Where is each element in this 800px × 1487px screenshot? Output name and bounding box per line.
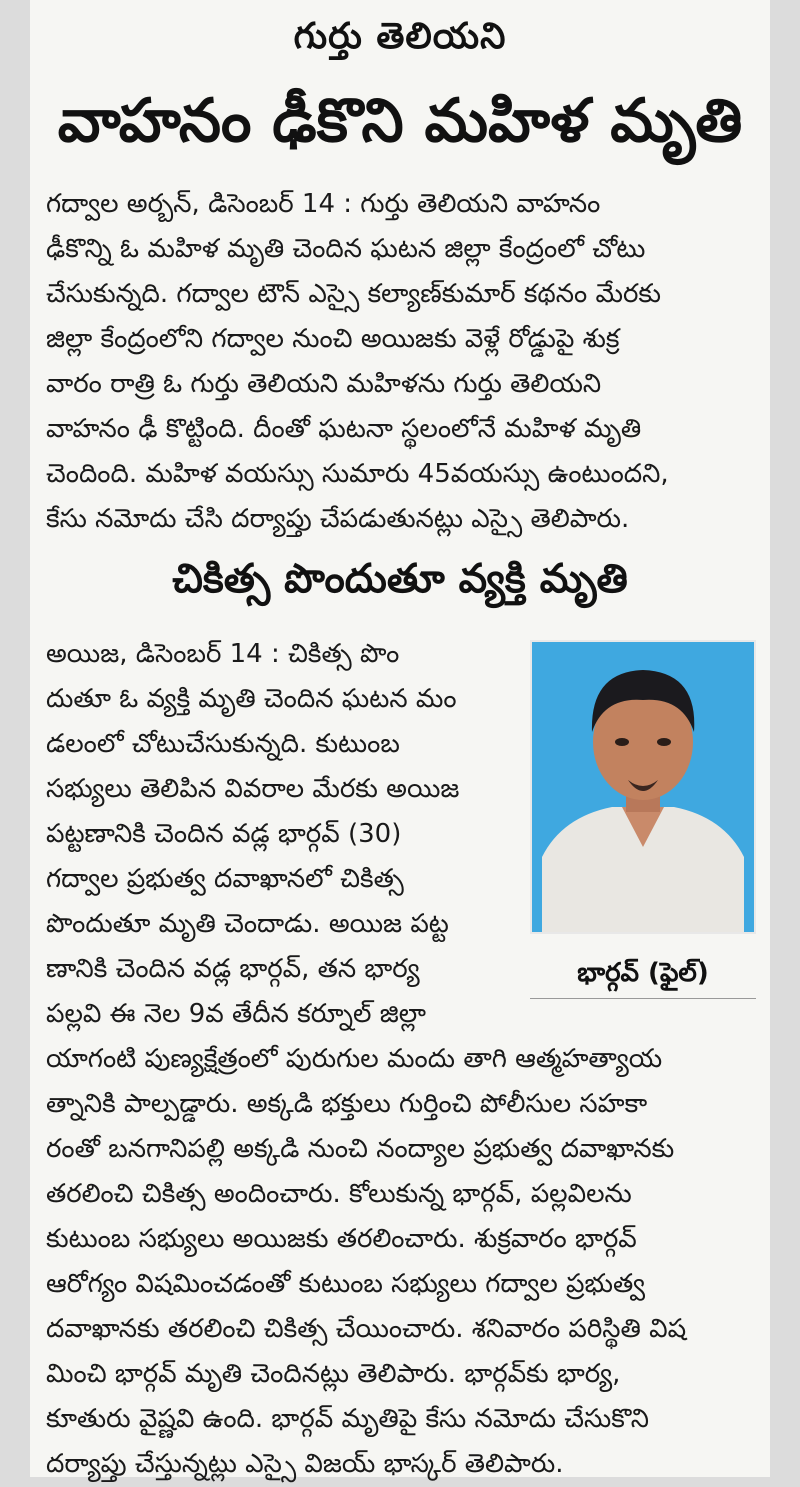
story-line: కుటుంబ సభ్యులు అయిజకు తరలించారు. శుక్రవారం భార్గవ్ [46,1224,637,1254]
story-line: అయిజ, డిసెంబర్ 14 : చికిత్స పొం [46,639,400,669]
story-line: గద్వాల ప్రభుత్వ దవాఖానలో చికిత్స [46,864,404,894]
story-line: వాహనం ఢీ కొట్టింది. దీంతో ఘటనా స్థలంలోనే మహిళ మృతి [46,414,642,444]
newspaper-clipping [30,0,770,1477]
story-line: సభ్యులు తెలిపిన వివరాల మేరకు అయిజ [46,774,460,804]
story-line: జిల్లా కేంద్రంలోని గద్వాల నుంచి అయిజకు వెళ్లే రోడ్డుపై శుక్ర [46,324,620,354]
story-line: త్నానికి పాల్పడ్డారు. అక్కడి భక్తులు గుర్తించి పోలీసుల సహకా [46,1089,648,1119]
story-line: చెందింది. మహిళ వయస్సు సుమారు 45వయస్సు ఉంటుందని, [46,459,669,489]
headline: వాహనం ఢీకొని మహిళ మృతి [57,86,743,156]
headline-kicker: గుర్తు తెలియని [293,16,507,57]
story-line: దర్యాప్తు చేస్తున్నట్లు ఎస్సై విజయ్ భాస్కర్ తెలిపారు. [46,1449,564,1479]
story-line: కేసు నమోదు చేసి దర్యాప్తు చేపడుతునట్లు ఎస్సై తెలిపారు. [46,504,630,534]
story-line: దవాఖానకు తరలించి చికిత్స చేయించారు. శనివారం పరిస్థితి విష [46,1314,687,1344]
story-line: కూతురు వైష్ణవి ఉంది. భార్గవ్ మృతిపై కేసు నమోదు చేసుకొని [46,1404,649,1434]
photo-caption: భార్గవ్ (ఫైల్) [530,956,756,999]
story-line: డలంలో చోటుచేసుకున్నది. కుటుంబ [46,729,400,759]
second-story-body [46,632,756,1487]
story-body [46,182,756,542]
story-line: రంతో బనగానిపల్లి అక్కడి నుంచి నంద్యాల ప్రభుత్వ దవాఖానకు [46,1134,675,1164]
story-line: గద్వాల అర్బన్, డిసెంబర్ 14 : గుర్తు తెలియని వాహనం [46,189,601,219]
story-line: తరలించి చికిత్స అందించారు. కోలుకున్న భార్గవ్, పల్లవిలను [46,1179,632,1209]
story-line: ణానికి చెందిన వడ్ల భార్గవ్, తన భార్య [46,954,420,984]
story-line: ఆరోగ్యం విషమించడంతో కుటుంబ సభ్యులు గద్వాల ప్రభుత్వ [46,1269,646,1299]
story-line: దుతూ ఓ వ్యక్తి మృతి చెందిన ఘటన మం [46,684,457,714]
story-line: పొందుతూ మృతి చెందాడు. అయిజ పట్ట [46,909,449,939]
portrait-photo [530,640,756,934]
story-line: వారం రాత్రి ఓ గుర్తు తెలియని మహిళను గుర్తు తెలియని [46,369,602,399]
story-line: యాగంటి పుణ్యక్షేత్రంలో పురుగుల మందు తాగి ఆత్మహత్యాయ [46,1044,663,1074]
photo-box [530,640,756,999]
story-line: మించి భార్గవ్ మృతి చెందినట్లు తెలిపారు. భార్గవ్‌కు భార్య, [46,1359,621,1389]
portrait-illustration [532,642,754,932]
story-line: పల్లవి ఈ నెల 9వ తేదీన కర్నూల్ జిల్లా [46,999,426,1029]
story-line: ఢీకొన్ని ఓ మహిళ మృతి చెందిన ఘటన జిల్లా కేంద్రంలో చోటు [46,234,646,264]
story-line: పట్టణానికి చెందిన వడ్ల భార్గవ్ (30) [46,819,402,849]
story-line: చేసుకున్నది. గద్వాల టౌన్ ఎస్సై కల్యాణ్‌కుమార్ కథనం మేరకు [46,279,661,309]
second-headline: చికిత్స పొందుతూ వ్యక్తి మృతి [172,556,628,602]
